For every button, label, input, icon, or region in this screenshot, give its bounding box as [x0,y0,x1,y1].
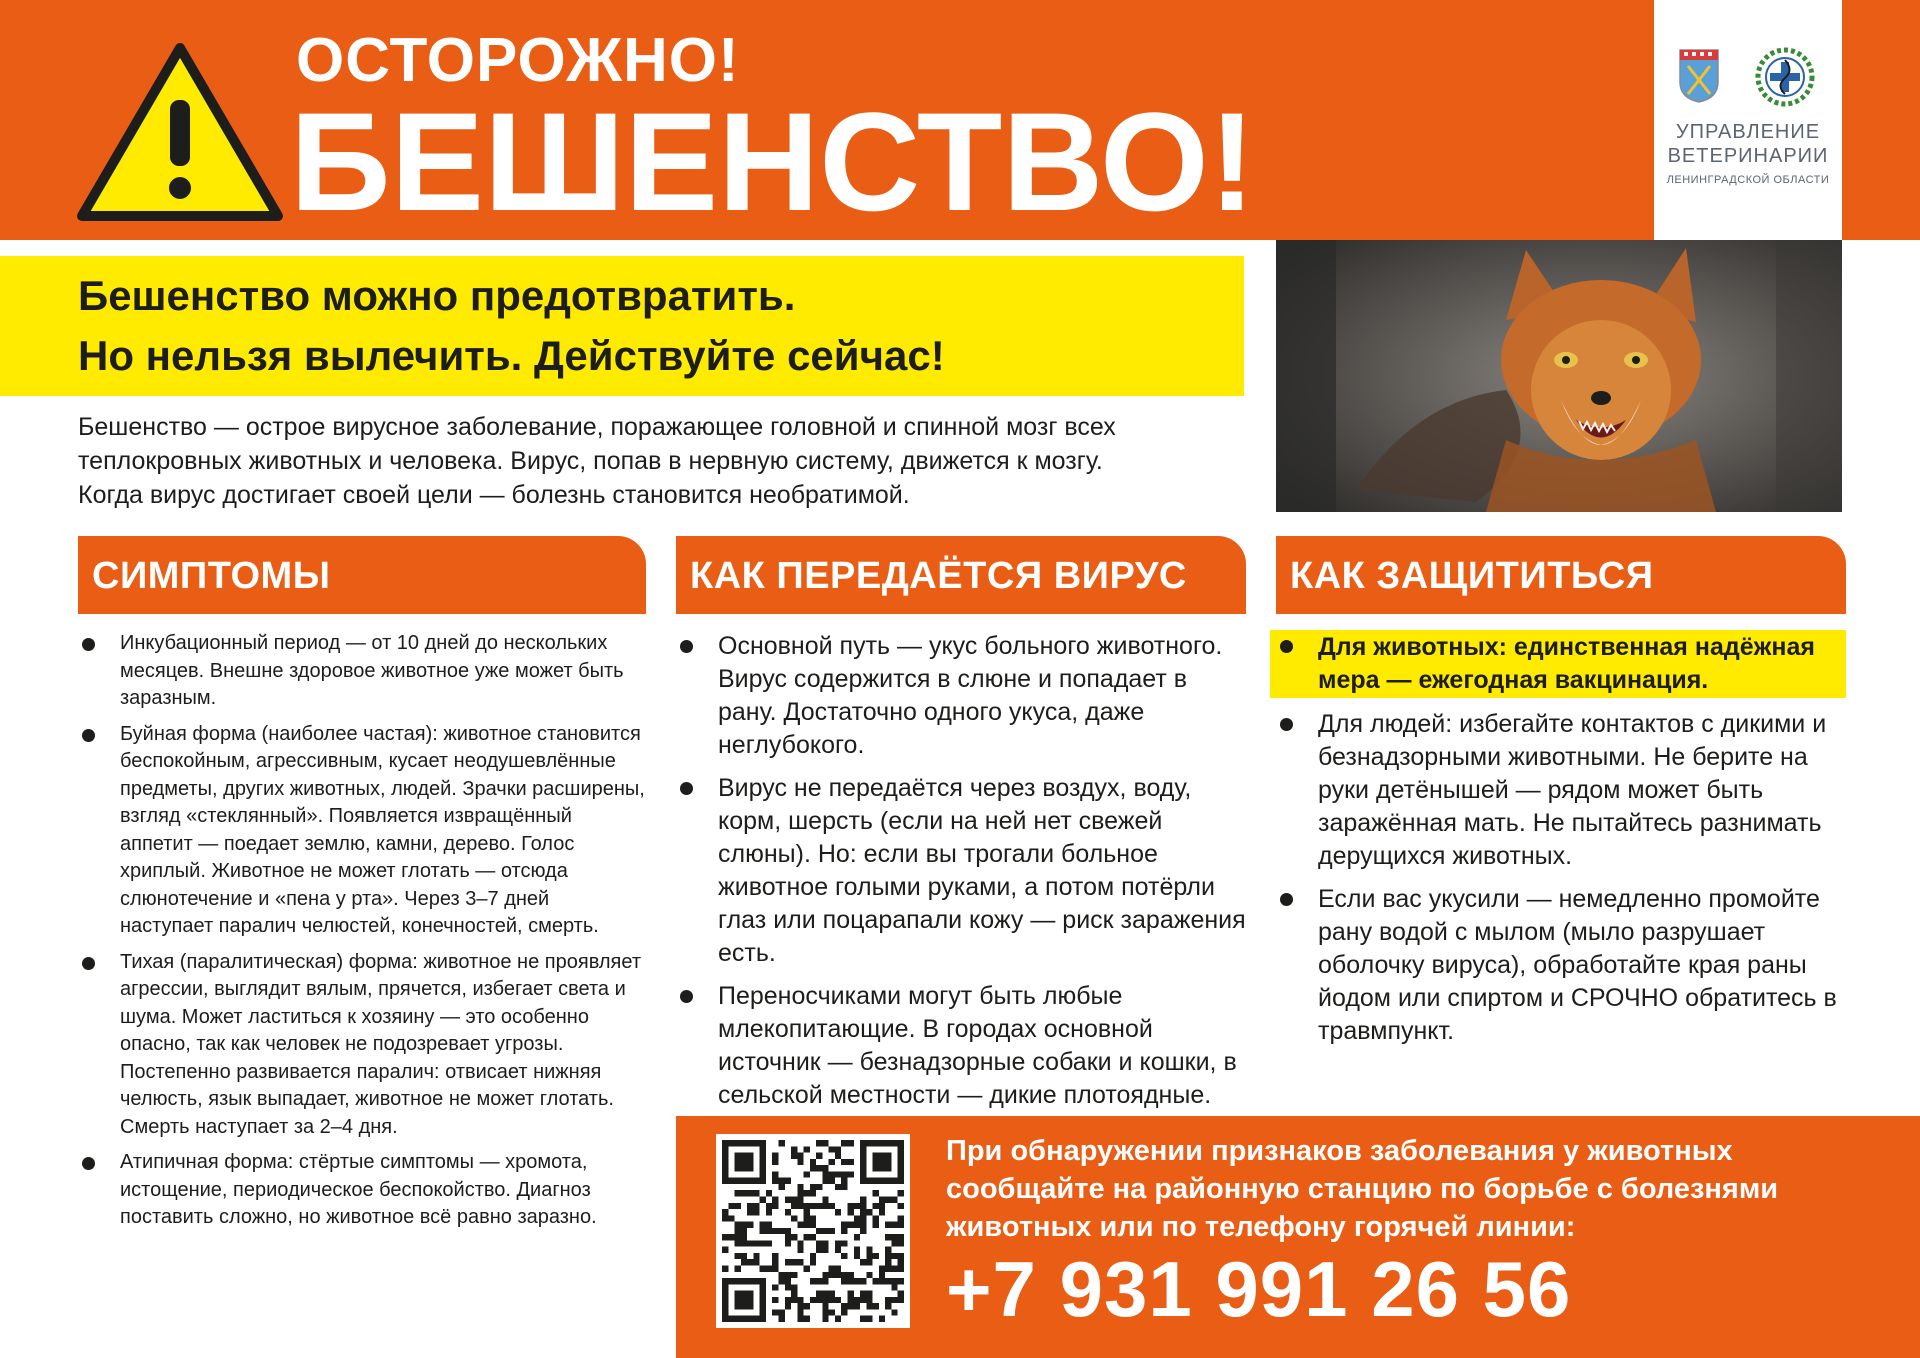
protection-list [1276,630,1846,1048]
logo-caption [1660,120,1836,188]
protection-item-highlighted: Для животных: единственная надёжная мера — ежегодная вакцинация. [1270,630,1846,698]
protection-item: Для людей: избегайте контактов с дикими и безнадзорными животными. Не берите на руки детёнышей — рядом может быть заражённая мать. Не пытайтесь разнимать дерущихся животных. [1276,708,1846,873]
intro-line-3: Когда вирус достигает своей цели — болезнь становится необратимой. [78,481,910,509]
transmission-item: Основной путь — укус больного животного. Вирус содержится в слюне и попадает в рану. Достаточно одного укуса, даже неглубокого. [676,630,1246,762]
hotline-phone[interactable]: +7 931 991 26 56 [946,1245,1572,1333]
fox-illustration [1276,240,1842,512]
symptom-item: Тихая (паралитическая) форма: животное не проявляет агрессии, выглядит вялым, прячется, избегает света и шума. Может ластиться к хозяину — это особенно опасно, так как человек не подозревает угрозы. Постепенно развивается паралич: отвисает нижняя челюсть, язык выпадает, животное не может глотать. Смерть наступает за 2–4 дня. [78,949,646,1142]
transmission-item: Вирус не передаётся через воздух, воду, корм, шерсть (если на ней нет свежей слюны). Но: если вы трогали больное животное голыми руками, а потом потёрли глаз или поцарапали кожу — риск заражения есть. [676,772,1246,970]
slogan [78,266,945,386]
qr-finder-pattern [863,1143,901,1181]
intro-paragraph [78,410,1248,512]
logo-line-region: ЛЕНИНГРАДСКОЙ ОБЛАСТИ [1666,174,1830,186]
symptoms-list [78,630,646,1232]
qr-code-pattern [722,1140,904,1322]
qr-finder-pattern [725,1143,763,1181]
slogan-line-1: Бешенство можно предотвратить. [78,272,796,319]
symptoms-column [78,536,646,1240]
symptoms-heading: СИМПТОМЫ [78,536,646,614]
warning-triangle-icon [76,42,284,222]
transmission-item: Переносчиками могут быть любые млекопитающие. В городах основной источник — безнадзорные собаки и кошки, в сельской местности — дикие плотоядные. [676,980,1246,1112]
qr-code[interactable] [716,1134,910,1328]
symptom-item: Инкубационный период — от 10 дней до нескольких месяцев. Внешне здоровое животное уже может быть заразным. [78,630,646,713]
intro-line-1: Бешенство — острое вирусное заболевание, поражающее головной и спинной мозг всех [78,413,1116,441]
logo-line-management: УПРАВЛЕНИЕ [1675,121,1821,143]
title-rabies: БЕШЕНСТВО! [290,83,1256,240]
veterinary-emblem-icon [1754,46,1816,108]
protection-heading: КАК ЗАЩИТИТЬСЯ [1276,536,1846,614]
transmission-column [676,536,1246,1122]
slogan-line-2: Но нельзя вылечить. Действуйте сейчас! [78,332,945,379]
hotline-instructions: При обнаружении признаков заболевания у животных сообщайте на районную станцию по борьбе с болезнями животных или по телефону горячей линии: [946,1135,1779,1243]
protection-item: Если вас укусили — немедленно промойте рану водой с мылом (мыло разрушает оболочку вируса), обработайте края раны йодом или спиртом и СРОЧНО обратитесь в травмпункт. [1276,883,1846,1048]
coat-of-arms-icon [1678,48,1720,104]
logo-line-veterinary: ВЕТЕРИНАРИИ [1667,145,1829,167]
transmission-list [676,630,1246,1112]
symptom-item: Атипичная форма: стёртые симптомы — хромота, истощение, периодическое беспокойство. Диагноз поставить сложно, но животное всё равно заразно. [78,1149,646,1232]
symptom-item: Буйная форма (наиболее частая): животное становится беспокойным, агрессивным, кусает неодушевлённые предметы, других животных, людей. Зрачки расширены, взгляд «стеклянный». Появляется извращённый аппетит — поедает землю, камни, дерево. Голос хриплый. Животное не может глотать — отсюда слюнотечение и «пена у рта». Через 3–7 дней наступает паралич челюстей, конечностей, смерть. [78,721,646,941]
qr-finder-pattern [725,1281,763,1319]
intro-line-2: теплокровных животных и человека. Вирус, попав в нервную систему, движется к мозгу. [78,447,1103,475]
transmission-heading: КАК ПЕРЕДАЁТСЯ ВИРУС [676,536,1246,614]
protection-column [1276,536,1846,1058]
fox-photo [1276,240,1842,512]
title-caution: ОСТОРОЖНО! [296,26,740,95]
